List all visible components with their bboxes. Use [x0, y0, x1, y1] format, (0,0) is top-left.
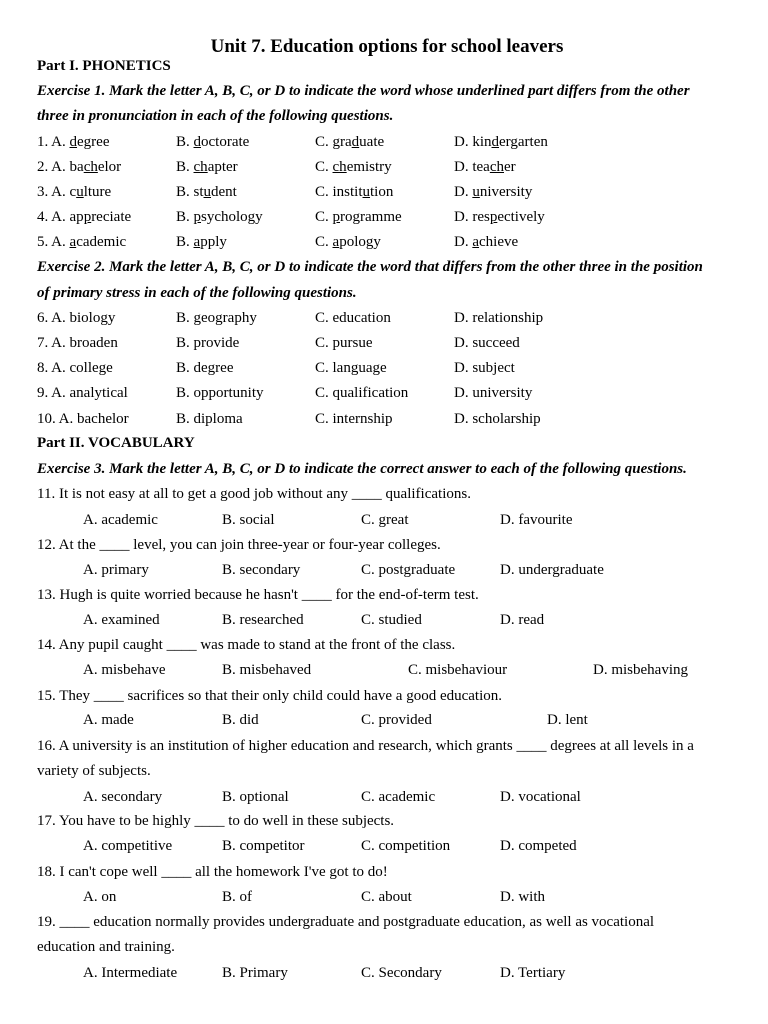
q10-option-d: D. scholarship [454, 411, 541, 427]
q1-option-b: B. doctorate [176, 134, 250, 150]
exercise2-instruction-line1: Exercise 2. Mark the letter A, B, C, or D to indicate the word that differs from the other three in the position [37, 259, 703, 275]
question-12-options [37, 561, 737, 579]
q14-option-d: D. misbehaving [593, 662, 688, 678]
q5-option-c: C. apology [315, 234, 381, 250]
q16-option-a: A. secondary [83, 789, 163, 805]
question-1 [37, 133, 737, 151]
question-15-options [37, 711, 737, 729]
q3-option-d: D. university [454, 184, 533, 200]
q8-option-d: D. subject [454, 360, 515, 376]
question-18-stem: 18. I can't cope well ____ all the homework I've got to do! [37, 864, 388, 880]
question-16-stem: 16. A university is an institution of higher education and research, which grants ____ degrees at all levels in a [37, 738, 694, 754]
page-title: Unit 7. Education options for school leavers [210, 36, 564, 57]
question-7 [37, 334, 737, 352]
q7-option-a: 7. A. broaden [37, 335, 118, 351]
question-14-options [37, 661, 737, 679]
q18-option-c: C. about [361, 889, 412, 905]
q9-option-c: C. qualification [315, 385, 409, 401]
question-16-stem-cont: variety of subjects. [37, 763, 151, 779]
q12-option-a: A. primary [83, 562, 149, 578]
q8-option-c: C. language [315, 360, 387, 376]
q17-option-a: A. competitive [83, 838, 173, 854]
question-11-stem: 11. It is not easy at all to get a good job without any ____ qualifications. [37, 486, 471, 502]
q16-option-d: D. vocational [500, 789, 581, 805]
q13-option-d: D. read [500, 612, 545, 628]
q17-option-d: D. competed [500, 838, 577, 854]
q10-option-b: B. diploma [176, 411, 243, 427]
q7-option-c: C. pursue [315, 335, 373, 351]
q4-option-c: C. programme [315, 209, 402, 225]
q12-option-c: C. postgraduate [361, 562, 456, 578]
q1-option-d: D. kindergarten [454, 134, 548, 150]
question-4 [37, 208, 737, 226]
q17-option-b: B. competitor [222, 838, 305, 854]
q15-option-a: A. made [83, 712, 134, 728]
q8-option-b: B. degree [176, 360, 234, 376]
q19-option-d: D. Tertiary [500, 965, 566, 981]
q15-option-d: D. lent [547, 712, 588, 728]
q17-option-c: C. competition [361, 838, 451, 854]
exercise3-instruction: Exercise 3. Mark the letter A, B, C, or D to indicate the correct answer to each of the following questions. [37, 461, 687, 477]
q11-option-b: B. social [222, 512, 275, 528]
q14-option-a: A. misbehave [83, 662, 166, 678]
question-19-stem: 19. ____ education normally provides undergraduate and postgraduate education, as well as vocational [37, 914, 655, 930]
q13-option-a: A. examined [83, 612, 160, 628]
q15-option-c: C. provided [361, 712, 432, 728]
q9-option-a: 9. A. analytical [37, 385, 128, 401]
q19-option-a: A. Intermediate [83, 965, 178, 981]
question-14-stem: 14. Any pupil caught ____ was made to stand at the front of the class. [37, 637, 456, 653]
q14-option-b: B. misbehaved [222, 662, 312, 678]
question-13-options [37, 611, 737, 629]
q15-option-b: B. did [222, 712, 259, 728]
q2-option-c: C. chemistry [315, 159, 392, 175]
question-17-options [37, 837, 737, 855]
q5-option-a: 5. A. academic [37, 234, 127, 250]
q7-option-b: B. provide [176, 335, 240, 351]
q5-option-b: B. apply [176, 234, 227, 250]
q19-option-c: C. Secondary [361, 965, 442, 981]
q18-option-d: D. with [500, 889, 545, 905]
q9-option-b: B. opportunity [176, 385, 264, 401]
exercise1-instruction-line2: three in pronunciation in each of the following questions. [37, 108, 394, 124]
q13-option-b: B. researched [222, 612, 304, 628]
q3-option-a: 3. A. culture [37, 184, 112, 200]
question-12-stem: 12. At the ____ level, you can join three-year or four-year colleges. [37, 537, 441, 553]
question-8 [37, 359, 737, 377]
q1-option-a: 1. A. degree [37, 134, 110, 150]
q11-option-d: D. favourite [500, 512, 573, 528]
q10-option-a: 10. A. bachelor [37, 411, 129, 427]
exercise2-instruction-line2: of primary stress in each of the following questions. [37, 285, 357, 301]
q16-option-b: B. optional [222, 789, 289, 805]
q6-option-d: D. relationship [454, 310, 544, 326]
q14-option-c: C. misbehaviour [408, 662, 508, 678]
part2-heading: Part II. VOCABULARY [37, 435, 195, 451]
q2-option-b: B. chapter [176, 159, 238, 175]
q6-option-b: B. geography [176, 310, 257, 326]
q3-option-c: C. institution [315, 184, 394, 200]
question-17-stem: 17. You have to be highly ____ to do well in these subjects. [37, 813, 395, 829]
q1-option-c: C. graduate [315, 134, 385, 150]
q8-option-a: 8. A. college [37, 360, 113, 376]
question-6 [37, 309, 737, 327]
exercise1-instruction-line1: Exercise 1. Mark the letter A, B, C, or D to indicate the word whose underlined part differs from the other [37, 83, 690, 99]
q3-option-b: B. student [176, 184, 237, 200]
question-19-stem-cont: education and training. [37, 939, 175, 955]
q13-option-c: C. studied [361, 612, 422, 628]
question-10 [37, 410, 737, 428]
q9-option-d: D. university [454, 385, 533, 401]
q2-option-d: D. teacher [454, 159, 516, 175]
question-9 [37, 384, 737, 402]
q7-option-d: D. succeed [454, 335, 520, 351]
q11-option-c: C. great [361, 512, 409, 528]
question-15-stem: 15. They ____ sacrifices so that their only child could have a good education. [37, 688, 503, 704]
q12-option-b: B. secondary [222, 562, 301, 578]
question-19-options [37, 964, 737, 982]
question-13-stem: 13. Hugh is quite worried because he hasn't ____ for the end-of-term test. [37, 587, 479, 603]
q4-option-d: D. respectively [454, 209, 545, 225]
q12-option-d: D. undergraduate [500, 562, 604, 578]
q2-option-a: 2. A. bachelor [37, 159, 122, 175]
q10-option-c: C. internship [315, 411, 393, 427]
q4-option-a: 4. A. appreciate [37, 209, 132, 225]
question-16-options [37, 788, 737, 806]
q18-option-a: A. on [83, 889, 117, 905]
q6-option-a: 6. A. biology [37, 310, 116, 326]
question-11-options [37, 511, 737, 529]
q6-option-c: C. education [315, 310, 391, 326]
question-3 [37, 183, 737, 201]
q18-option-b: B. of [222, 889, 252, 905]
part1-heading: Part I. PHONETICS [37, 58, 171, 74]
question-5 [37, 233, 737, 251]
q16-option-c: C. academic [361, 789, 436, 805]
q19-option-b: B. Primary [222, 965, 288, 981]
question-18-options [37, 888, 737, 906]
q11-option-a: A. academic [83, 512, 158, 528]
q4-option-b: B. psychology [176, 209, 263, 225]
question-2 [37, 158, 737, 176]
q5-option-d: D. achieve [454, 234, 519, 250]
